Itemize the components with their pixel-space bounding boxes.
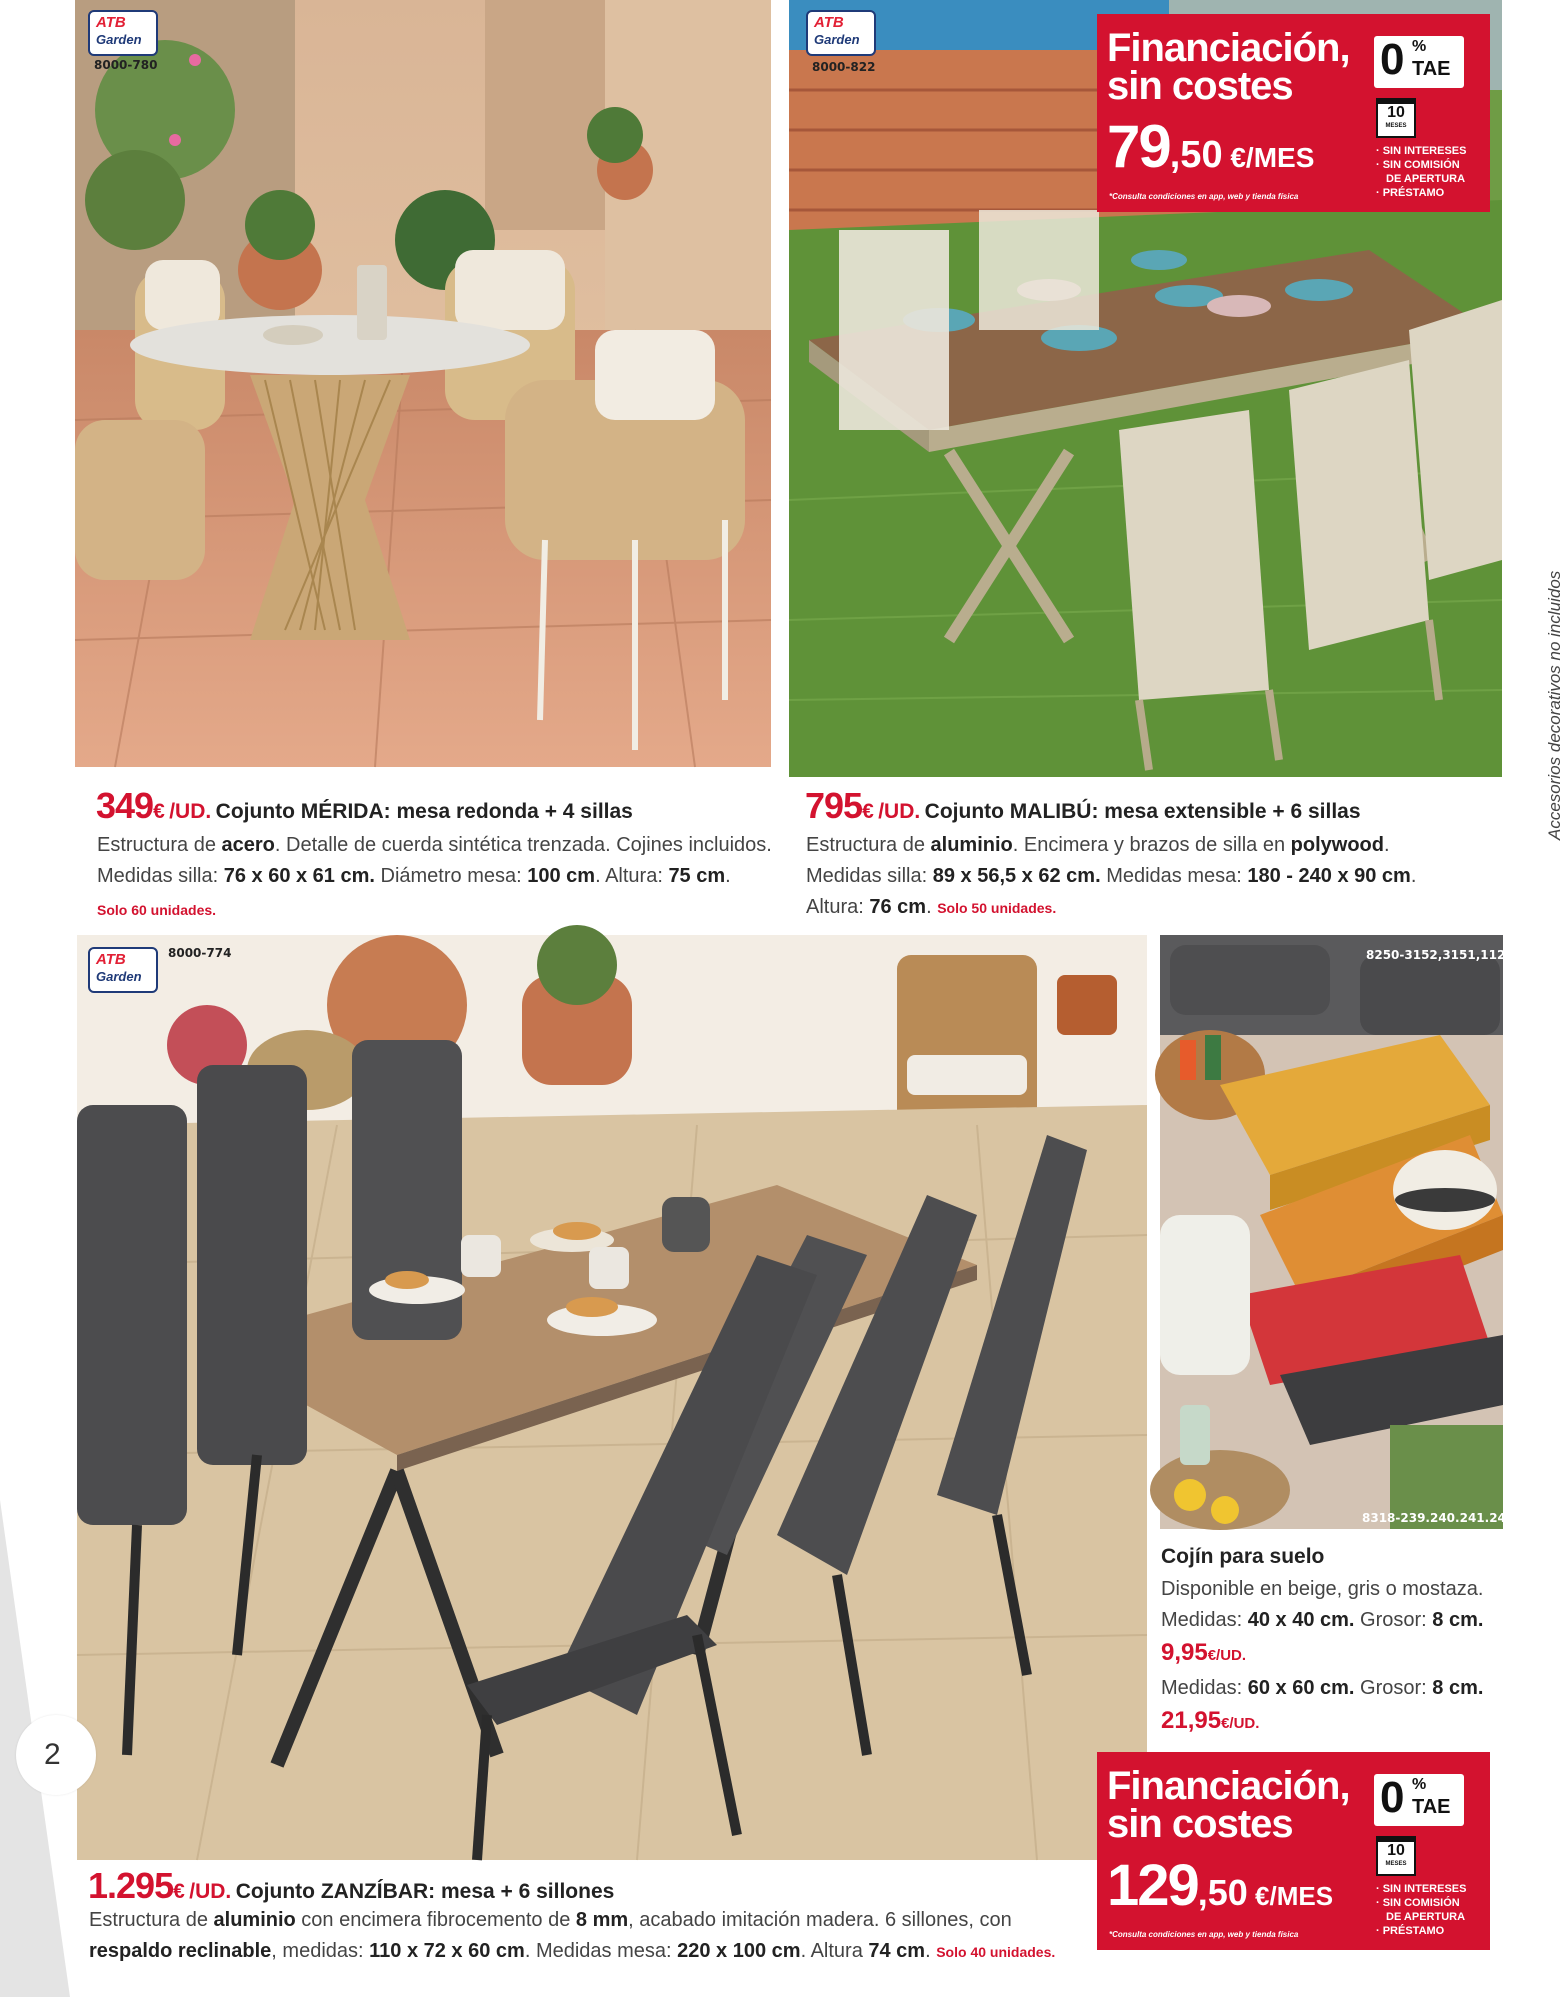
- desc-text: Diámetro mesa:: [374, 865, 528, 887]
- desc-text: . Encimera y brazos de silla en: [1012, 834, 1291, 856]
- brand-logo-text: ATB: [814, 14, 844, 31]
- cushion-description: Disponible en beige, gris o mostaza.: [1161, 1578, 1484, 1600]
- price: 9,95: [1161, 1639, 1208, 1666]
- desc-text: . Detalle de cuerda sintética trenzada. Cojines incluidos.: [274, 834, 772, 856]
- calendar-icon: [1376, 98, 1416, 138]
- sku-label: 8000-780: [94, 58, 158, 72]
- monthly-amount-unit: €/MES: [1222, 142, 1315, 173]
- brand-logo-subtext: Garden: [96, 969, 142, 984]
- desc-bold: 8 cm.: [1432, 1609, 1484, 1631]
- cushion-price: [1161, 1704, 1483, 1741]
- desc-text: .: [725, 865, 731, 887]
- merida-photo: [75, 0, 771, 767]
- price-currency: €: [153, 800, 165, 823]
- price: 349: [96, 785, 154, 826]
- brand-logo: [806, 10, 876, 56]
- tae-label: TAE: [1412, 1796, 1451, 1818]
- tae-badge: [1374, 36, 1464, 88]
- desc-bold: 8 mm: [575, 1909, 629, 1931]
- malibu-description: [806, 830, 1416, 924]
- desc-text: Medidas silla:: [97, 865, 224, 887]
- tae-percent: %: [1412, 38, 1427, 55]
- tae-zero: 0: [1380, 1773, 1405, 1822]
- brand-logo: [88, 947, 158, 993]
- financing-conditions: *Consulta condiciones en app, web y tienda física: [1109, 1930, 1299, 1939]
- monthly-amount-int: 129: [1107, 1853, 1198, 1918]
- brand-logo-subtext: Garden: [814, 32, 860, 47]
- price-currency: €: [173, 1880, 185, 1903]
- desc-text: Grosor:: [1354, 1677, 1433, 1699]
- monthly-amount-dec: ,50: [1169, 134, 1223, 176]
- desc-bold: 76 x 60 x 61 cm.: [223, 865, 375, 887]
- desc-text: . Altura:: [595, 865, 669, 887]
- monthly-amount-dec: ,50: [1197, 1872, 1248, 1913]
- desc-bold: 89 x 56,5 x 62 cm.: [932, 865, 1101, 887]
- feature-line: DE APERTURA: [1386, 1911, 1466, 1923]
- stock-limit: Solo 40 unidades.: [936, 1944, 1056, 1960]
- merida-description: [97, 830, 772, 892]
- cushion-size: [1161, 1673, 1483, 1704]
- desc-text: . Altura: [800, 1940, 869, 1962]
- desc-text: .: [1410, 865, 1417, 887]
- financing-badge: [1097, 1752, 1490, 1950]
- zanzibar-heading: [88, 1865, 614, 1907]
- zanzibar-photo: [77, 935, 1147, 1860]
- tae-percent: %: [1412, 1776, 1427, 1793]
- sku-label: 8000-822: [812, 60, 876, 74]
- price: 1.295: [88, 1865, 174, 1906]
- financing-title: Financiación,: [1107, 26, 1350, 70]
- desc-bold: acero: [221, 834, 275, 856]
- feature-line: · PRÉSTAMO: [1376, 187, 1445, 199]
- tae-badge: [1374, 1774, 1464, 1826]
- desc-text: Medidas silla:: [806, 865, 933, 887]
- desc-bold: 76 cm: [869, 896, 927, 918]
- financing-title: Financiación,: [1107, 1764, 1350, 1808]
- desc-text: Medidas:: [1161, 1677, 1248, 1699]
- desc-bold: polywood: [1290, 834, 1384, 856]
- tae-zero: 0: [1380, 35, 1405, 84]
- months-count: 10: [1387, 104, 1405, 121]
- desc-bold: 100 cm: [527, 865, 596, 887]
- feature-line: · SIN COMISIÓN: [1376, 1897, 1460, 1909]
- feature-line: · PRÉSTAMO: [1376, 1925, 1445, 1937]
- price-unit: €/UD.: [1207, 1647, 1247, 1664]
- side-note: Accesorios decorativos no incluidos: [1545, 570, 1564, 840]
- desc-text: con encimera fibrocemento de: [295, 1909, 576, 1931]
- desc-text: Medidas mesa:: [1100, 865, 1248, 887]
- desc-text: .: [926, 896, 932, 918]
- desc-text: Estructura de: [806, 834, 931, 856]
- financing-subtitle: sin costes: [1107, 64, 1293, 108]
- desc-text: Estructura de: [97, 834, 222, 856]
- desc-bold: 40 x 40 cm.: [1247, 1609, 1355, 1631]
- financing-features: [1376, 144, 1466, 200]
- price-unit: /UD.: [169, 800, 212, 823]
- cushion-price: [1161, 1636, 1483, 1673]
- stock-limit: Solo 50 unidades.: [937, 900, 1057, 916]
- desc-text: .: [1383, 834, 1390, 856]
- desc-text: Grosor:: [1354, 1609, 1433, 1631]
- desc-bold: respaldo reclinable: [89, 1940, 272, 1962]
- months-label: MESES: [1385, 123, 1407, 129]
- desc-bold: 220 x 100 cm: [677, 1940, 801, 1962]
- desc-bold: 60 x 60 cm.: [1247, 1677, 1355, 1699]
- monthly-amount-int: 79: [1107, 113, 1170, 180]
- price-unit: /UD.: [189, 1880, 232, 1903]
- desc-text: , medidas:: [271, 1940, 370, 1962]
- zanzibar-description: [89, 1905, 1055, 1968]
- price-unit: /UD.: [878, 800, 921, 823]
- price-unit: €/UD.: [1221, 1715, 1260, 1732]
- financing-features: [1376, 1882, 1466, 1938]
- months-label: MESES: [1385, 1861, 1407, 1867]
- product-title: Cojín para suelo: [1161, 1545, 1325, 1568]
- brand-logo-text: ATB: [96, 951, 126, 968]
- product-title: Cojunto MALIBÚ: mesa extensible + 6 sillas: [924, 800, 1361, 823]
- financing-subtitle: sin costes: [1107, 1802, 1293, 1846]
- desc-bold: 8 cm.: [1432, 1677, 1484, 1699]
- desc-text: , acabado imitación madera. 6 sillones, con: [628, 1909, 1012, 1931]
- cushion-photo: [1160, 935, 1503, 1529]
- price-currency: €: [862, 800, 874, 823]
- page-number: 2: [44, 1738, 61, 1771]
- desc-text: Estructura de: [89, 1909, 214, 1931]
- monthly-amount: [1107, 112, 1314, 181]
- financing-conditions: *Consulta condiciones en app, web y tienda física: [1109, 192, 1299, 201]
- desc-bold: 180 - 240 x 90 cm: [1247, 865, 1411, 887]
- merida-heading: [96, 785, 633, 827]
- desc-bold: 74 cm: [868, 1940, 926, 1962]
- cushion-info: [1161, 1540, 1483, 1741]
- feature-line: · SIN INTERESES: [1376, 145, 1467, 157]
- desc-bold: aluminio: [930, 834, 1013, 856]
- feature-line: · SIN INTERESES: [1376, 1883, 1467, 1895]
- desc-bold: 110 x 72 x 60 cm: [369, 1940, 525, 1962]
- price: 795: [805, 785, 863, 826]
- product-title: Cojunto MÉRIDA: mesa redonda + 4 sillas: [215, 800, 633, 823]
- sku-label: 8000-774: [168, 946, 232, 960]
- feature-line: DE APERTURA: [1386, 173, 1466, 185]
- tae-label: TAE: [1412, 58, 1451, 80]
- monthly-amount: [1107, 1852, 1333, 1919]
- malibu-heading: [805, 785, 1361, 827]
- cushion-size: [1161, 1605, 1483, 1636]
- desc-text: .: [925, 1940, 931, 1962]
- financing-badge: [1097, 14, 1490, 212]
- brand-logo-text: ATB: [96, 14, 126, 31]
- monthly-amount-unit: €/MES: [1247, 1881, 1334, 1911]
- desc-bold: 75 cm: [668, 865, 726, 887]
- brand-logo-subtext: Garden: [96, 32, 142, 47]
- stock-limit: Solo 60 unidades.: [97, 902, 217, 918]
- desc-text: Medidas:: [1161, 1609, 1248, 1631]
- desc-text: Altura:: [806, 896, 870, 918]
- sku-label: 8250-3152,3151,1125: [1366, 948, 1514, 962]
- price: 21,95: [1161, 1707, 1222, 1734]
- calendar-icon: [1376, 1836, 1416, 1876]
- desc-text: . Medidas mesa:: [524, 1940, 678, 1962]
- brand-logo: [88, 10, 158, 56]
- desc-bold: aluminio: [213, 1909, 296, 1931]
- feature-line: · SIN COMISIÓN: [1376, 159, 1460, 171]
- months-count: 10: [1387, 1842, 1405, 1859]
- sku-label: 8318-239.240.241.242: [1362, 1511, 1515, 1525]
- product-title: Cojunto ZANZÍBAR: mesa + 6 sillones: [235, 1880, 615, 1903]
